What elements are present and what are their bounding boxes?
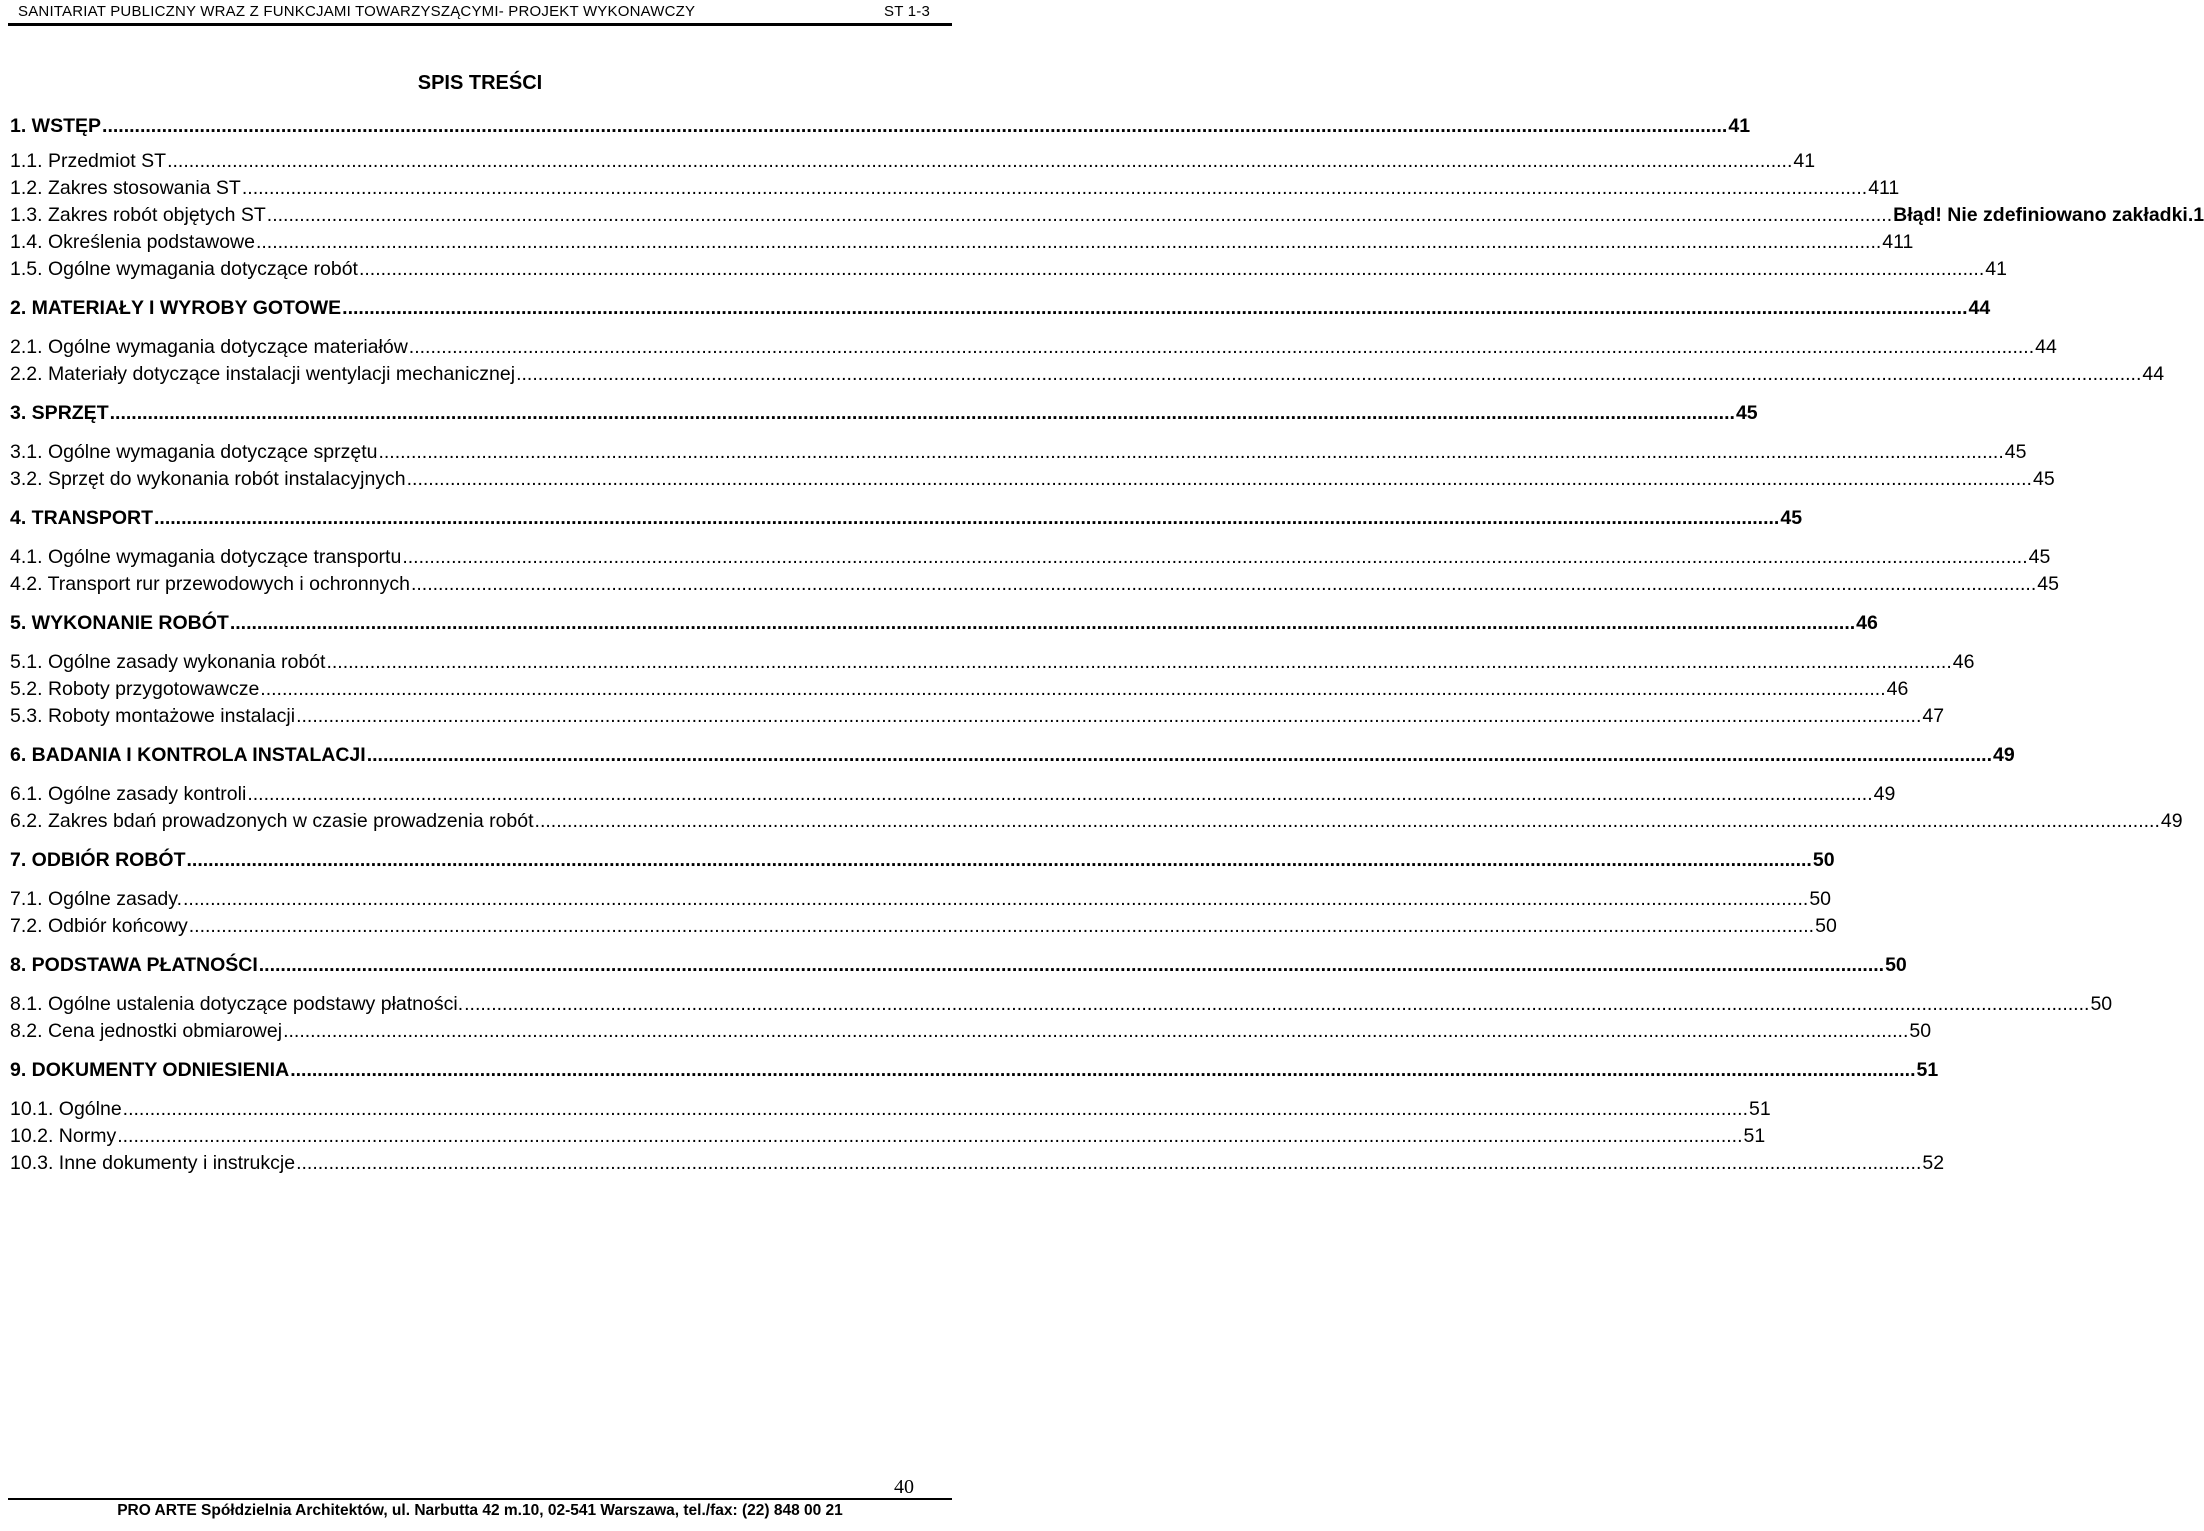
toc-entry-page: 45 bbox=[2004, 441, 2027, 463]
toc-subsection-entry[interactable] bbox=[10, 231, 1914, 257]
toc-section-entry[interactable] bbox=[10, 402, 1758, 428]
toc-dot-leader: ............................................................................................................................................................................................................................................................................................................ bbox=[188, 915, 1815, 937]
toc-subsection-entry[interactable] bbox=[10, 150, 1816, 176]
toc-entry-title: 3. SPRZĘT bbox=[10, 402, 109, 424]
toc-entry-title: 4.2. Transport rur przewodowych i ochronnych bbox=[10, 573, 410, 595]
toc-subsection-entry[interactable] bbox=[10, 915, 1837, 941]
toc-entry-page: 50 bbox=[1812, 849, 1835, 871]
toc-dot-leader: ............................................................................................................................................................................................................................................................................................................ bbox=[464, 993, 2090, 1015]
toc-entry-page: 50 bbox=[1809, 888, 1832, 910]
toc-entry-page: 45 bbox=[1780, 507, 1803, 529]
toc-dot-leader: ............................................................................................................................................................................................................................................................................................................ bbox=[109, 402, 1735, 424]
toc-entry-page: 51 bbox=[1916, 1059, 1939, 1081]
toc-entry-page: 45 bbox=[1735, 402, 1758, 424]
toc-entry-title: 4.1. Ogólne wymagania dotyczące transportu bbox=[10, 546, 402, 568]
header-doc-code: ST 1-3 bbox=[884, 2, 930, 20]
toc-section-entry[interactable] bbox=[10, 297, 1991, 323]
toc-title: SPIS TREŚCI bbox=[417, 72, 543, 94]
toc-dot-leader: ............................................................................................................................................................................................................................................................................................................ bbox=[154, 507, 1780, 529]
toc-entry-page: 44 bbox=[2035, 336, 2057, 358]
toc-dot-leader: ............................................................................................................................................................................................................................................................................................................ bbox=[366, 744, 1993, 766]
header-divider bbox=[8, 23, 952, 26]
toc-dot-leader: ............................................................................................................................................................................................................................................................................................................ bbox=[229, 612, 1856, 634]
toc-dot-leader: ............................................................................................................................................................................................................................................................................................................ bbox=[358, 258, 1985, 280]
toc-entry-page: 49 bbox=[1873, 783, 1896, 805]
toc-section-entry[interactable] bbox=[10, 115, 1751, 141]
toc-dot-leader: ............................................................................................................................................................................................................................................................................................................ bbox=[241, 177, 1868, 199]
toc-subsection-entry[interactable] bbox=[10, 993, 2113, 1019]
toc-entry-page: Błąd! Nie zdefiniowano zakładki.1 bbox=[1893, 204, 2204, 226]
toc-dot-leader: ............................................................................................................................................................................................................................................................................................................ bbox=[326, 651, 1952, 673]
toc-entry-title: 2.2. Materiały dotyczące instalacji wentylacji mechanicznej bbox=[10, 363, 516, 385]
toc-subsection-entry[interactable] bbox=[10, 651, 1975, 677]
toc-dot-leader: ............................................................................................................................................................................................................................................................................................................ bbox=[247, 783, 1873, 805]
toc-entry-page: 44 bbox=[2142, 363, 2165, 385]
toc-subsection-entry[interactable] bbox=[10, 678, 1909, 704]
toc-subsection-entry[interactable] bbox=[10, 441, 2027, 467]
toc-dot-leader: ............................................................................................................................................................................................................................................................................................................ bbox=[167, 150, 1793, 172]
toc-entry-title: 7. ODBIÓR ROBÓT bbox=[10, 849, 186, 871]
toc-entry-page: 45 bbox=[2028, 546, 2051, 568]
toc-dot-leader: ............................................................................................................................................................................................................................................................................................................ bbox=[402, 546, 2028, 568]
toc-section-entry[interactable] bbox=[10, 1059, 1939, 1085]
toc-entry-title: 10.1. Ogólne bbox=[10, 1098, 122, 1120]
toc-entry-title: 8.2. Cena jednostki obmiarowej bbox=[10, 1020, 283, 1042]
toc-dot-leader: ............................................................................................................................................................................................................................................................................................................ bbox=[260, 678, 1886, 700]
toc-entry-page: 45 bbox=[2032, 468, 2055, 490]
footer-divider bbox=[8, 1498, 952, 1500]
toc-entry-page: 50 bbox=[2090, 993, 2113, 1015]
toc-subsection-entry[interactable] bbox=[10, 1125, 1766, 1151]
toc-entry-page: 51 bbox=[1743, 1125, 1766, 1147]
toc-entry-title: 1.1. Przedmiot ST bbox=[10, 150, 167, 172]
toc-entry-page: 46 bbox=[1886, 678, 1909, 700]
toc-dot-leader: ............................................................................................................................................................................................................................................................................................................ bbox=[266, 204, 1893, 226]
toc-dot-leader: ............................................................................................................................................................................................................................................................................................................ bbox=[296, 1152, 1922, 1174]
toc-entry-title: 7.2. Odbiór końcowy bbox=[10, 915, 188, 937]
toc-subsection-entry[interactable] bbox=[10, 783, 1896, 809]
toc-subsection-entry[interactable] bbox=[10, 177, 1900, 203]
toc-entry-page: 46 bbox=[1856, 612, 1878, 634]
toc-dot-leader: ............................................................................................................................................................................................................................................................................................................ bbox=[378, 441, 2004, 463]
toc-entry-title: 8. PODSTAWA PŁATNOŚCI bbox=[10, 954, 258, 976]
toc-section-entry[interactable] bbox=[10, 744, 2015, 770]
toc-entry-page: 46 bbox=[1952, 651, 1975, 673]
toc-entry-page: 411 bbox=[1868, 177, 1900, 199]
toc-entry-title: 2. MATERIAŁY I WYROBY GOTOWE bbox=[10, 297, 342, 319]
toc-subsection-entry[interactable] bbox=[10, 363, 2165, 389]
toc-entry-page: 50 bbox=[1909, 1020, 1932, 1042]
toc-entry-page: 51 bbox=[1749, 1098, 1771, 1120]
toc-entry-title: 5.3. Roboty montażowe instalacji bbox=[10, 705, 296, 727]
toc-subsection-entry[interactable] bbox=[10, 1020, 1932, 1046]
toc-entry-title: 1.3. Zakres robót objętych ST bbox=[10, 204, 266, 226]
toc-dot-leader: ............................................................................................................................................................................................................................................................................................................ bbox=[290, 1059, 1916, 1081]
toc-entry-page: 41 bbox=[1793, 150, 1816, 172]
toc-entry-title: 1.2. Zakres stosowania ST bbox=[10, 177, 241, 199]
toc-entry-title: 3.1. Ogólne wymagania dotyczące sprzętu bbox=[10, 441, 378, 463]
toc-subsection-entry[interactable] bbox=[10, 810, 2183, 836]
toc-dot-leader: ............................................................................................................................................................................................................................................................................................................ bbox=[406, 468, 2032, 490]
toc-entry-page: 49 bbox=[1993, 744, 2015, 766]
toc-dot-leader: ............................................................................................................................................................................................................................................................................................................ bbox=[283, 1020, 1909, 1042]
toc-dot-leader: ............................................................................................................................................................................................................................................................................................................ bbox=[258, 954, 1885, 976]
toc-entry-page: 41 bbox=[1985, 258, 2007, 280]
toc-dot-leader: ............................................................................................................................................................................................................................................................................................................ bbox=[255, 231, 1882, 253]
toc-dot-leader: ............................................................................................................................................................................................................................................................................................................ bbox=[296, 705, 1922, 727]
toc-dot-leader: ............................................................................................................................................................................................................................................................................................................ bbox=[186, 849, 1812, 871]
toc-section-entry[interactable] bbox=[10, 612, 1878, 638]
toc-subsection-entry[interactable] bbox=[10, 705, 1945, 731]
toc-entry-title: 5. WYKONANIE ROBÓT bbox=[10, 612, 229, 634]
toc-entry-title: 4. TRANSPORT bbox=[10, 507, 154, 529]
toc-entry-page: 41 bbox=[1728, 115, 1751, 137]
toc-entry-title: 10.3. Inne dokumenty i instrukcje bbox=[10, 1152, 296, 1174]
toc-entry-title: 1.5. Ogólne wymagania dotyczące robót bbox=[10, 258, 358, 280]
toc-subsection-entry[interactable] bbox=[10, 888, 1832, 914]
toc-subsection-entry[interactable] bbox=[10, 1152, 1945, 1178]
toc-subsection-entry[interactable] bbox=[10, 1098, 1771, 1124]
toc-dot-leader: ............................................................................................................................................................................................................................................................................................................ bbox=[410, 573, 2037, 595]
page-number: 40 bbox=[894, 1476, 914, 1498]
toc-dot-leader: ............................................................................................................................................................................................................................................................................................................ bbox=[183, 888, 1809, 910]
toc-entry-title: 6. BADANIA I KONTROLA INSTALACJI bbox=[10, 744, 366, 766]
toc-entry-title: 2.1. Ogólne wymagania dotyczące materiałów bbox=[10, 336, 408, 358]
toc-dot-leader: ............................................................................................................................................................................................................................................................................................................ bbox=[342, 297, 1968, 319]
toc-entry-title: 8.1. Ogólne ustalenia dotyczące podstawy płatności. bbox=[10, 993, 464, 1015]
toc-entry-page: 47 bbox=[1922, 705, 1945, 727]
toc-entry-title: 1.4. Określenia podstawowe bbox=[10, 231, 255, 253]
toc-subsection-entry[interactable] bbox=[10, 546, 2051, 572]
toc-entry-title: 6.1. Ogólne zasady kontroli bbox=[10, 783, 247, 805]
toc-subsection-entry[interactable] bbox=[10, 204, 2204, 230]
toc-entry-title: 7.1. Ogólne zasady. bbox=[10, 888, 182, 910]
toc-entry-page: 49 bbox=[2160, 810, 2183, 832]
toc-entry-title: 5.2. Roboty przygotowawcze bbox=[10, 678, 260, 700]
toc-dot-leader: ............................................................................................................................................................................................................................................................................................................ bbox=[408, 336, 2035, 358]
toc-entry-page: 50 bbox=[1885, 954, 1907, 976]
header-title: SANITARIAT PUBLICZNY WRAZ Z FUNKCJAMI TOWARZYSZĄCYMI- PROJEKT WYKONAWCZY bbox=[18, 2, 696, 20]
toc-dot-leader: ............................................................................................................................................................................................................................................................................................................ bbox=[117, 1125, 1743, 1147]
toc-section-entry[interactable] bbox=[10, 954, 1907, 980]
toc-entry-title: 9. DOKUMENTY ODNIESIENIA bbox=[10, 1059, 290, 1081]
toc-entry-title: 1. WSTĘP bbox=[10, 115, 102, 137]
toc-entry-title: 3.2. Sprzęt do wykonania robót instalacyjnych bbox=[10, 468, 406, 490]
toc-entry-title: 6.2. Zakres bdań prowadzonych w czasie prowadzenia robót bbox=[10, 810, 534, 832]
toc-section-entry[interactable] bbox=[10, 849, 1835, 875]
toc-entry-page: 411 bbox=[1882, 231, 1914, 253]
toc-entry-title: 10.2. Normy bbox=[10, 1125, 117, 1147]
toc-subsection-entry[interactable] bbox=[10, 258, 2007, 284]
toc-dot-leader: ............................................................................................................................................................................................................................................................................................................ bbox=[122, 1098, 1748, 1120]
toc-entry-page: 44 bbox=[1968, 297, 1991, 319]
toc-subsection-entry[interactable] bbox=[10, 336, 2057, 362]
toc-entry-page: 45 bbox=[2037, 573, 2059, 595]
toc-entry-page: 50 bbox=[1815, 915, 1837, 937]
toc-subsection-entry[interactable] bbox=[10, 573, 2059, 599]
toc-dot-leader: ............................................................................................................................................................................................................................................................................................................ bbox=[534, 810, 2160, 832]
toc-entry-page: 52 bbox=[1922, 1152, 1945, 1174]
toc-entry-title: 5.1. Ogólne zasady wykonania robót bbox=[10, 651, 326, 673]
toc-dot-leader: ............................................................................................................................................................................................................................................................................................................ bbox=[516, 363, 2142, 385]
toc-dot-leader: ............................................................................................................................................................................................................................................................................................................ bbox=[102, 115, 1728, 137]
page-footer: PRO ARTE Spółdzielnia Architektów, ul. Narbutta 42 m.10, 02-541 Warszawa, tel./fax: (22) 848 00 21 bbox=[117, 1502, 843, 1519]
toc-subsection-entry[interactable] bbox=[10, 468, 2055, 494]
toc-section-entry[interactable] bbox=[10, 507, 1803, 533]
page-header bbox=[18, 0, 930, 22]
